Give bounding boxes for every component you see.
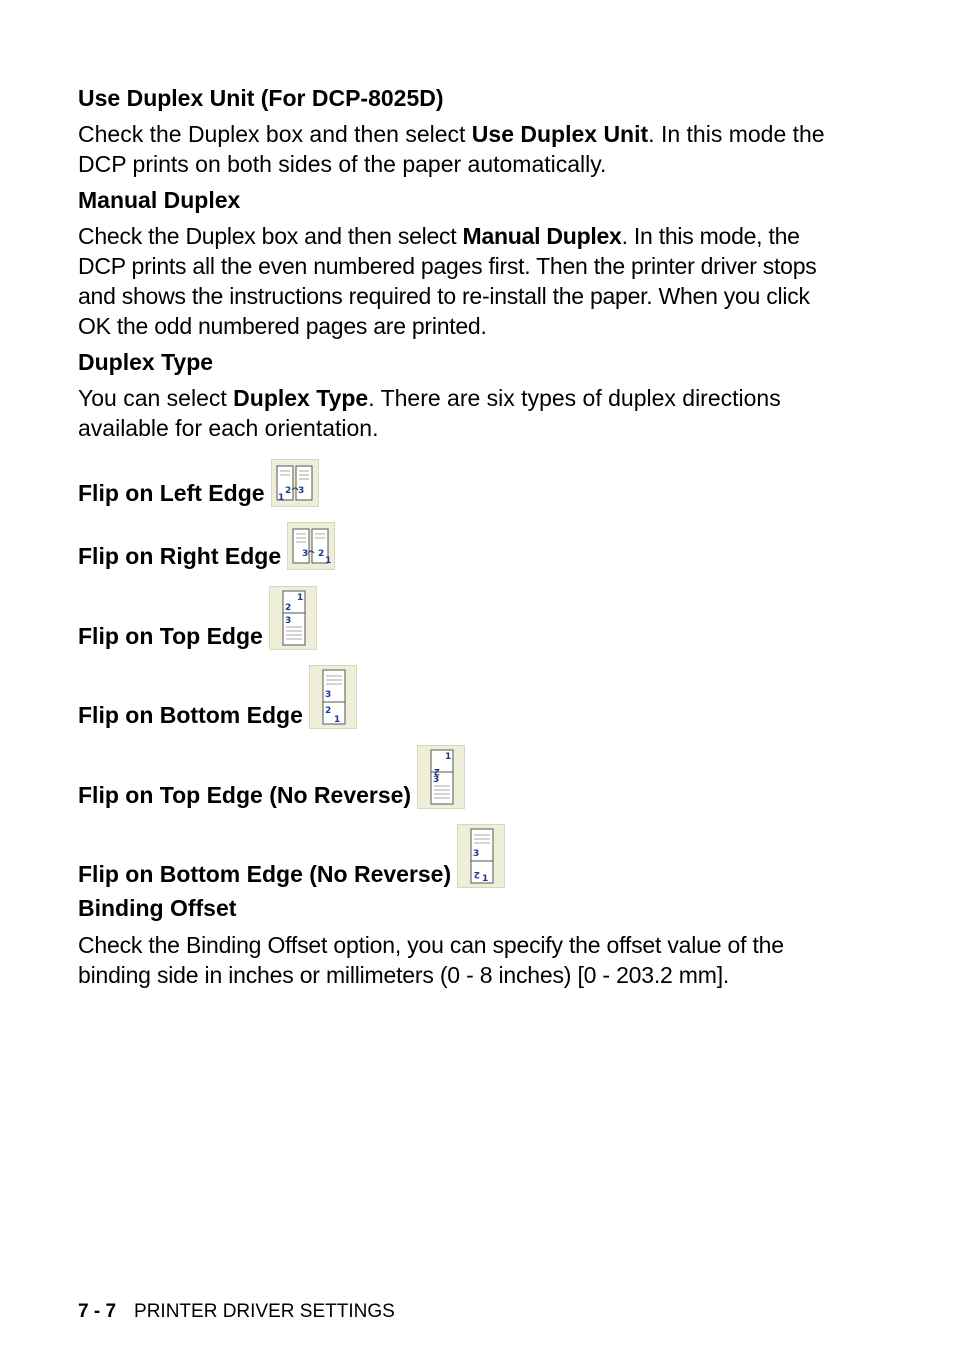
bold-term: Use Duplex Unit xyxy=(471,121,649,147)
flip-label: Flip on Right Edge xyxy=(78,543,282,569)
svg-text:1: 1 xyxy=(277,493,284,503)
svg-text:2: 2 xyxy=(433,766,441,776)
bold-term: Duplex Type xyxy=(233,385,369,411)
svg-text:2: 2 xyxy=(284,603,292,613)
flip-label: Flip on Bottom Edge (No Reverse) xyxy=(78,861,452,887)
svg-text:1: 1 xyxy=(296,593,304,603)
flip-label: Flip on Bottom Edge xyxy=(78,702,303,728)
flip-option-bottom-edge-no-reverse xyxy=(78,818,505,888)
flip-right-edge-icon xyxy=(287,522,335,570)
heading-duplex-type: Duplex Type xyxy=(78,349,214,375)
page-number: 7 - 7 xyxy=(78,1301,117,1322)
text: . In this mode the DCP prints on both sides of the paper automatically. xyxy=(78,121,825,177)
heading-manual-duplex: Manual Duplex xyxy=(78,187,241,213)
svg-text:2: 2 xyxy=(324,706,332,716)
text: . In this mode, the DCP prints all the even numbered pages first. Then the printer driver stops and shows the instructions required to re-install the paper. When you click OK the odd numbered pages are printed. xyxy=(78,223,817,339)
svg-text:3: 3 xyxy=(324,690,332,700)
flip-option-left-edge xyxy=(78,437,319,507)
flip-label: Flip on Top Edge xyxy=(78,623,263,649)
bold-term: Manual Duplex xyxy=(462,223,622,249)
svg-text:2: 2 xyxy=(473,869,481,879)
text: . There are six types of duplex directions available for each orientation. xyxy=(78,385,781,441)
text: You can select xyxy=(78,385,234,411)
flip-option-right-edge xyxy=(78,500,335,570)
svg-text:3: 3 xyxy=(297,486,304,496)
paragraph-manual-duplex xyxy=(78,221,838,341)
svg-text:1: 1 xyxy=(482,874,489,884)
svg-text:3: 3 xyxy=(284,616,292,626)
flip-top-edge-icon xyxy=(269,586,317,650)
paragraph-use-duplex-unit xyxy=(78,119,838,179)
flip-bottom-edge-no-reverse-icon xyxy=(457,824,505,888)
text: Check the Duplex box and then select xyxy=(78,121,472,147)
svg-text:1: 1 xyxy=(325,556,332,566)
paragraph-binding-offset: Check the Binding Offset option, you can specify the offset value of the binding side in inches or millimeters (0 - 8 inches) [0 - 203.2 mm]. xyxy=(78,932,784,988)
svg-text:1: 1 xyxy=(333,715,341,725)
flip-top-edge-no-reverse-icon xyxy=(417,745,465,809)
svg-text:2: 2 xyxy=(284,486,291,496)
page-footer xyxy=(78,1301,395,1323)
flip-option-bottom-edge xyxy=(78,659,357,729)
text: Check the Duplex box and then select xyxy=(78,223,463,249)
flip-label: Flip on Left Edge xyxy=(78,480,265,506)
svg-text:1: 1 xyxy=(445,752,452,762)
svg-text:3: 3 xyxy=(433,775,440,785)
heading-binding-offset: Binding Offset xyxy=(78,895,237,921)
flip-option-top-edge xyxy=(78,580,317,650)
heading-use-duplex-unit: Use Duplex Unit (For DCP-8025D) xyxy=(78,85,444,111)
flip-option-top-edge-no-reverse xyxy=(78,739,465,809)
paragraph-duplex-type xyxy=(78,383,838,443)
flip-bottom-edge-icon xyxy=(309,665,357,729)
flip-label: Flip on Top Edge (No Reverse) xyxy=(78,782,412,808)
svg-text:3: 3 xyxy=(302,549,309,559)
svg-text:3: 3 xyxy=(473,849,480,859)
chapter-title: PRINTER DRIVER SETTINGS xyxy=(134,1301,395,1322)
svg-text:2: 2 xyxy=(318,549,325,559)
